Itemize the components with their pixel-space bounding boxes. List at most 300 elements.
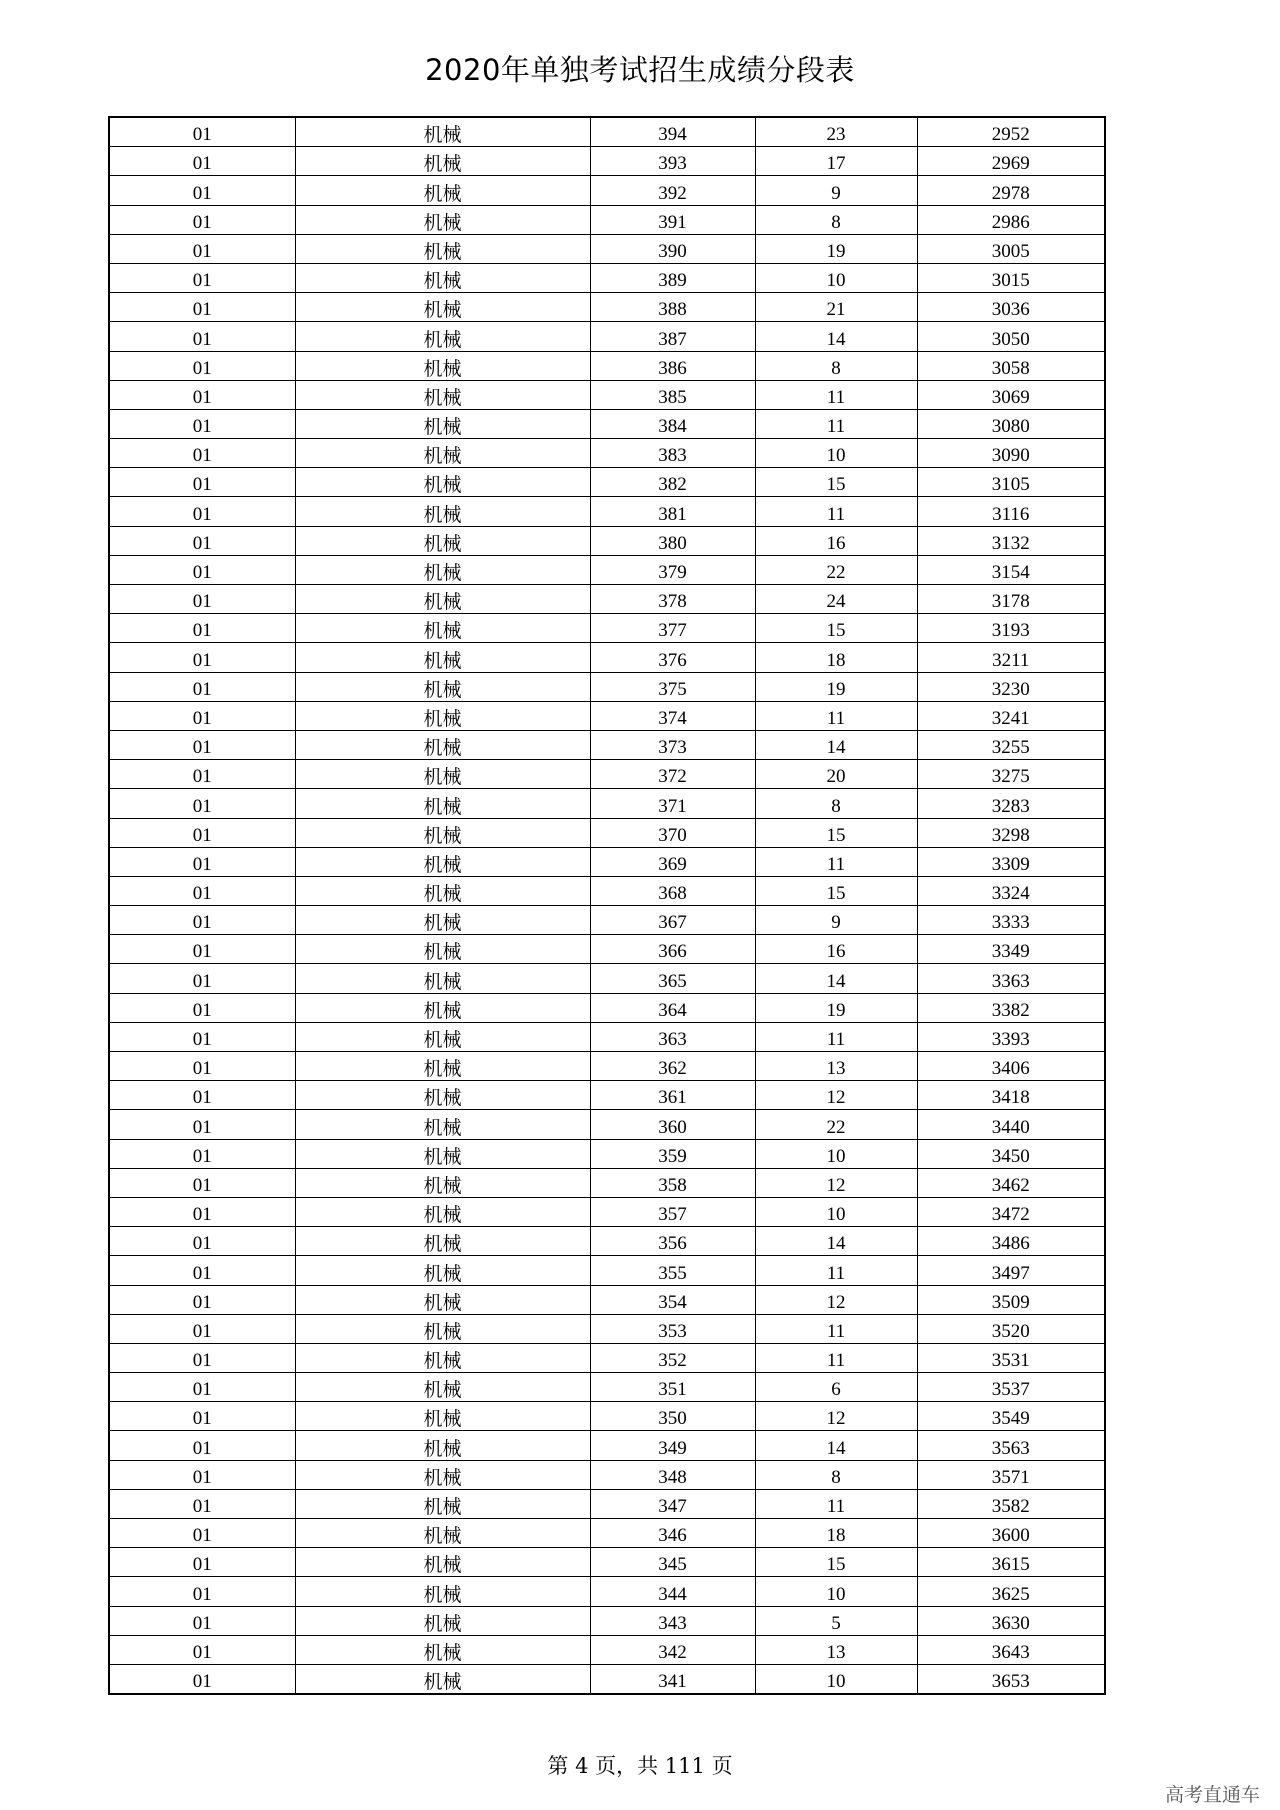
cell-code: 01 — [109, 555, 295, 584]
cell-major: 机械 — [295, 1519, 590, 1548]
cell-major: 机械 — [295, 1431, 590, 1460]
cell-cumulative: 3230 — [917, 672, 1105, 701]
score-table — [108, 116, 1106, 1695]
cell-count: 14 — [755, 322, 917, 351]
table-row — [109, 1606, 1105, 1635]
cell-major: 机械 — [295, 526, 590, 555]
cell-code: 01 — [109, 293, 295, 322]
cell-cumulative: 3563 — [917, 1431, 1105, 1460]
table-row — [109, 234, 1105, 263]
table-row — [109, 1227, 1105, 1256]
cell-code: 01 — [109, 906, 295, 935]
cell-count: 24 — [755, 585, 917, 614]
cell-code: 01 — [109, 1314, 295, 1343]
cell-count: 11 — [755, 409, 917, 438]
cell-score: 379 — [590, 555, 755, 584]
table-row — [109, 789, 1105, 818]
cell-score: 371 — [590, 789, 755, 818]
cell-major: 机械 — [295, 293, 590, 322]
cell-score: 387 — [590, 322, 755, 351]
watermark: 高考直通车 — [1164, 1784, 1260, 1806]
cell-major: 机械 — [295, 847, 590, 876]
cell-count: 14 — [755, 730, 917, 759]
cell-score: 374 — [590, 701, 755, 730]
table-row — [109, 1052, 1105, 1081]
cell-score: 367 — [590, 906, 755, 935]
cell-count: 12 — [755, 1285, 917, 1314]
cell-code: 01 — [109, 147, 295, 176]
cell-score: 342 — [590, 1635, 755, 1664]
cell-score: 345 — [590, 1548, 755, 1577]
cell-major: 机械 — [295, 1606, 590, 1635]
cell-score: 389 — [590, 263, 755, 292]
table-row — [109, 672, 1105, 701]
table-row — [109, 701, 1105, 730]
table-row — [109, 614, 1105, 643]
table-row — [109, 1285, 1105, 1314]
table-row — [109, 1256, 1105, 1285]
cell-major: 机械 — [295, 409, 590, 438]
table-row — [109, 1343, 1105, 1372]
table-row — [109, 643, 1105, 672]
cell-score: 353 — [590, 1314, 755, 1343]
cell-major: 机械 — [295, 585, 590, 614]
cell-score: 343 — [590, 1606, 755, 1635]
cell-count: 16 — [755, 526, 917, 555]
cell-cumulative: 3653 — [917, 1664, 1105, 1694]
cell-cumulative: 3382 — [917, 993, 1105, 1022]
table-row — [109, 1314, 1105, 1343]
table-row — [109, 1431, 1105, 1460]
cell-major: 机械 — [295, 1577, 590, 1606]
cell-score: 349 — [590, 1431, 755, 1460]
cell-score: 368 — [590, 876, 755, 905]
cell-count: 10 — [755, 1197, 917, 1226]
cell-score: 377 — [590, 614, 755, 643]
cell-cumulative: 3571 — [917, 1460, 1105, 1489]
cell-cumulative: 3116 — [917, 497, 1105, 526]
cell-score: 384 — [590, 409, 755, 438]
table-row — [109, 263, 1105, 292]
cell-count: 11 — [755, 497, 917, 526]
cell-score: 370 — [590, 818, 755, 847]
cell-cumulative: 3497 — [917, 1256, 1105, 1285]
cell-cumulative: 3615 — [917, 1548, 1105, 1577]
cell-major: 机械 — [295, 497, 590, 526]
cell-major: 机械 — [295, 1343, 590, 1372]
cell-major: 机械 — [295, 380, 590, 409]
cell-code: 01 — [109, 993, 295, 1022]
cell-code: 01 — [109, 585, 295, 614]
cell-code: 01 — [109, 1373, 295, 1402]
cell-code: 01 — [109, 234, 295, 263]
cell-code: 01 — [109, 760, 295, 789]
page-title: 2020年单独考试招生成绩分段表 — [425, 53, 855, 87]
cell-code: 01 — [109, 614, 295, 643]
table-body — [109, 117, 1105, 1694]
cell-code: 01 — [109, 1635, 295, 1664]
cell-code: 01 — [109, 117, 295, 147]
table-row — [109, 439, 1105, 468]
cell-major: 机械 — [295, 614, 590, 643]
cell-cumulative: 3450 — [917, 1139, 1105, 1168]
cell-code: 01 — [109, 1081, 295, 1110]
cell-count: 11 — [755, 847, 917, 876]
cell-score: 363 — [590, 1022, 755, 1051]
cell-code: 01 — [109, 1285, 295, 1314]
cell-code: 01 — [109, 526, 295, 555]
cell-major: 机械 — [295, 351, 590, 380]
cell-cumulative: 2952 — [917, 117, 1105, 147]
cell-count: 11 — [755, 1489, 917, 1518]
cell-major: 机械 — [295, 1197, 590, 1226]
cell-score: 362 — [590, 1052, 755, 1081]
table-row — [109, 1402, 1105, 1431]
cell-cumulative: 3015 — [917, 263, 1105, 292]
cell-cumulative: 2969 — [917, 147, 1105, 176]
cell-code: 01 — [109, 176, 295, 205]
cell-cumulative: 3132 — [917, 526, 1105, 555]
cell-score: 393 — [590, 147, 755, 176]
cell-count: 15 — [755, 1548, 917, 1577]
cell-major: 机械 — [295, 1168, 590, 1197]
cell-score: 382 — [590, 468, 755, 497]
cell-major: 机械 — [295, 1052, 590, 1081]
cell-count: 10 — [755, 1139, 917, 1168]
cell-cumulative: 3472 — [917, 1197, 1105, 1226]
table-row — [109, 293, 1105, 322]
table-row — [109, 1664, 1105, 1694]
cell-cumulative: 3531 — [917, 1343, 1105, 1372]
cell-cumulative: 2978 — [917, 176, 1105, 205]
table-row — [109, 1548, 1105, 1577]
cell-score: 391 — [590, 205, 755, 234]
cell-cumulative: 3090 — [917, 439, 1105, 468]
table-row — [109, 1168, 1105, 1197]
cell-cumulative: 3309 — [917, 847, 1105, 876]
table-row — [109, 993, 1105, 1022]
cell-code: 01 — [109, 1402, 295, 1431]
cell-count: 14 — [755, 964, 917, 993]
cell-count: 14 — [755, 1431, 917, 1460]
cell-count: 16 — [755, 935, 917, 964]
cell-cumulative: 3462 — [917, 1168, 1105, 1197]
table-row — [109, 585, 1105, 614]
cell-count: 18 — [755, 643, 917, 672]
cell-score: 375 — [590, 672, 755, 701]
cell-score: 354 — [590, 1285, 755, 1314]
cell-code: 01 — [109, 1489, 295, 1518]
cell-code: 01 — [109, 1548, 295, 1577]
cell-code: 01 — [109, 1052, 295, 1081]
table-row — [109, 322, 1105, 351]
cell-major: 机械 — [295, 964, 590, 993]
cell-major: 机械 — [295, 1548, 590, 1577]
cell-score: 373 — [590, 730, 755, 759]
cell-score: 344 — [590, 1577, 755, 1606]
cell-cumulative: 3324 — [917, 876, 1105, 905]
table-row — [109, 409, 1105, 438]
cell-cumulative: 3582 — [917, 1489, 1105, 1518]
table-row — [109, 1635, 1105, 1664]
cell-count: 19 — [755, 672, 917, 701]
cell-score: 390 — [590, 234, 755, 263]
cell-count: 15 — [755, 468, 917, 497]
cell-cumulative: 3363 — [917, 964, 1105, 993]
cell-major: 机械 — [295, 1460, 590, 1489]
cell-cumulative: 3600 — [917, 1519, 1105, 1548]
table-row — [109, 1081, 1105, 1110]
cell-cumulative: 3520 — [917, 1314, 1105, 1343]
cell-major: 机械 — [295, 643, 590, 672]
cell-major: 机械 — [295, 1110, 590, 1139]
cell-major: 机械 — [295, 1314, 590, 1343]
cell-score: 376 — [590, 643, 755, 672]
table-row — [109, 526, 1105, 555]
cell-code: 01 — [109, 1139, 295, 1168]
cell-count: 11 — [755, 701, 917, 730]
cell-count: 9 — [755, 906, 917, 935]
cell-score: 357 — [590, 1197, 755, 1226]
cell-score: 365 — [590, 964, 755, 993]
cell-major: 机械 — [295, 760, 590, 789]
table-row — [109, 176, 1105, 205]
cell-major: 机械 — [295, 1635, 590, 1664]
cell-major: 机械 — [295, 730, 590, 759]
cell-count: 21 — [755, 293, 917, 322]
cell-major: 机械 — [295, 701, 590, 730]
cell-count: 23 — [755, 117, 917, 147]
cell-cumulative: 3418 — [917, 1081, 1105, 1110]
cell-count: 15 — [755, 614, 917, 643]
table-row — [109, 1519, 1105, 1548]
cell-code: 01 — [109, 730, 295, 759]
cell-count: 17 — [755, 147, 917, 176]
table-row — [109, 555, 1105, 584]
cell-cumulative: 3193 — [917, 614, 1105, 643]
cell-cumulative: 3630 — [917, 1606, 1105, 1635]
cell-cumulative: 3393 — [917, 1022, 1105, 1051]
cell-score: 381 — [590, 497, 755, 526]
cell-cumulative: 3298 — [917, 818, 1105, 847]
cell-major: 机械 — [295, 147, 590, 176]
cell-major: 机械 — [295, 993, 590, 1022]
table-row — [109, 876, 1105, 905]
cell-major: 机械 — [295, 234, 590, 263]
page-footer: 第 4 页，共 111 页 — [547, 1754, 733, 1778]
cell-score: 378 — [590, 585, 755, 614]
cell-major: 机械 — [295, 439, 590, 468]
cell-count: 11 — [755, 1022, 917, 1051]
cell-major: 机械 — [295, 468, 590, 497]
cell-code: 01 — [109, 1168, 295, 1197]
cell-code: 01 — [109, 263, 295, 292]
cell-cumulative: 3154 — [917, 555, 1105, 584]
cell-code: 01 — [109, 818, 295, 847]
cell-score: 346 — [590, 1519, 755, 1548]
cell-count: 13 — [755, 1635, 917, 1664]
cell-count: 11 — [755, 1256, 917, 1285]
cell-cumulative: 3537 — [917, 1373, 1105, 1402]
cell-code: 01 — [109, 439, 295, 468]
cell-count: 15 — [755, 818, 917, 847]
cell-cumulative: 3050 — [917, 322, 1105, 351]
cell-code: 01 — [109, 672, 295, 701]
cell-cumulative: 3105 — [917, 468, 1105, 497]
cell-code: 01 — [109, 1460, 295, 1489]
cell-major: 机械 — [295, 1489, 590, 1518]
table-row — [109, 497, 1105, 526]
table-row — [109, 847, 1105, 876]
cell-code: 01 — [109, 205, 295, 234]
cell-score: 351 — [590, 1373, 755, 1402]
cell-cumulative: 3643 — [917, 1635, 1105, 1664]
table-row — [109, 906, 1105, 935]
cell-cumulative: 3406 — [917, 1052, 1105, 1081]
cell-cumulative: 3178 — [917, 585, 1105, 614]
cell-count: 10 — [755, 263, 917, 292]
cell-count: 8 — [755, 1460, 917, 1489]
cell-score: 361 — [590, 1081, 755, 1110]
cell-cumulative: 3549 — [917, 1402, 1105, 1431]
cell-major: 机械 — [295, 1081, 590, 1110]
cell-count: 15 — [755, 876, 917, 905]
cell-cumulative: 3080 — [917, 409, 1105, 438]
cell-score: 383 — [590, 439, 755, 468]
cell-score: 350 — [590, 1402, 755, 1431]
cell-score: 386 — [590, 351, 755, 380]
cell-code: 01 — [109, 1022, 295, 1051]
cell-score: 341 — [590, 1664, 755, 1694]
cell-code: 01 — [109, 1606, 295, 1635]
cell-count: 12 — [755, 1402, 917, 1431]
cell-code: 01 — [109, 1110, 295, 1139]
cell-major: 机械 — [295, 1022, 590, 1051]
cell-code: 01 — [109, 964, 295, 993]
cell-major: 机械 — [295, 789, 590, 818]
cell-score: 388 — [590, 293, 755, 322]
cell-count: 22 — [755, 1110, 917, 1139]
cell-major: 机械 — [295, 555, 590, 584]
cell-count: 6 — [755, 1373, 917, 1402]
table-row — [109, 1460, 1105, 1489]
cell-cumulative: 3349 — [917, 935, 1105, 964]
cell-major: 机械 — [295, 117, 590, 147]
table-row — [109, 1022, 1105, 1051]
cell-code: 01 — [109, 643, 295, 672]
cell-major: 机械 — [295, 1664, 590, 1694]
table-row — [109, 1489, 1105, 1518]
cell-code: 01 — [109, 876, 295, 905]
cell-count: 19 — [755, 993, 917, 1022]
cell-cumulative: 3255 — [917, 730, 1105, 759]
cell-score: 372 — [590, 760, 755, 789]
table-row — [109, 1139, 1105, 1168]
cell-cumulative: 3283 — [917, 789, 1105, 818]
cell-major: 机械 — [295, 1373, 590, 1402]
cell-score: 358 — [590, 1168, 755, 1197]
cell-major: 机械 — [295, 672, 590, 701]
cell-major: 机械 — [295, 1227, 590, 1256]
cell-code: 01 — [109, 701, 295, 730]
cell-code: 01 — [109, 497, 295, 526]
table-row — [109, 1197, 1105, 1226]
cell-score: 356 — [590, 1227, 755, 1256]
cell-major: 机械 — [295, 263, 590, 292]
cell-score: 394 — [590, 117, 755, 147]
cell-code: 01 — [109, 1227, 295, 1256]
table-row — [109, 1577, 1105, 1606]
cell-code: 01 — [109, 1577, 295, 1606]
cell-count: 22 — [755, 555, 917, 584]
cell-count: 8 — [755, 351, 917, 380]
cell-code: 01 — [109, 1664, 295, 1694]
cell-major: 机械 — [295, 1402, 590, 1431]
cell-major: 机械 — [295, 176, 590, 205]
cell-cumulative: 3058 — [917, 351, 1105, 380]
cell-code: 01 — [109, 847, 295, 876]
cell-code: 01 — [109, 322, 295, 351]
cell-count: 18 — [755, 1519, 917, 1548]
cell-cumulative: 3005 — [917, 234, 1105, 263]
table-row — [109, 730, 1105, 759]
table-row — [109, 1373, 1105, 1402]
table-row — [109, 964, 1105, 993]
cell-count: 10 — [755, 1577, 917, 1606]
cell-score: 364 — [590, 993, 755, 1022]
cell-score: 392 — [590, 176, 755, 205]
cell-count: 11 — [755, 1314, 917, 1343]
cell-count: 11 — [755, 380, 917, 409]
cell-count: 8 — [755, 789, 917, 818]
cell-count: 12 — [755, 1081, 917, 1110]
cell-major: 机械 — [295, 1256, 590, 1285]
table-row — [109, 468, 1105, 497]
cell-score: 355 — [590, 1256, 755, 1285]
cell-score: 360 — [590, 1110, 755, 1139]
cell-code: 01 — [109, 1256, 295, 1285]
cell-code: 01 — [109, 380, 295, 409]
cell-code: 01 — [109, 1431, 295, 1460]
cell-code: 01 — [109, 468, 295, 497]
cell-code: 01 — [109, 1519, 295, 1548]
cell-count: 5 — [755, 1606, 917, 1635]
table-row — [109, 117, 1105, 147]
cell-code: 01 — [109, 935, 295, 964]
cell-code: 01 — [109, 1343, 295, 1372]
cell-score: 369 — [590, 847, 755, 876]
cell-score: 347 — [590, 1489, 755, 1518]
table-row — [109, 935, 1105, 964]
cell-count: 13 — [755, 1052, 917, 1081]
cell-cumulative: 3036 — [917, 293, 1105, 322]
cell-score: 385 — [590, 380, 755, 409]
cell-cumulative: 2986 — [917, 205, 1105, 234]
cell-code: 01 — [109, 1197, 295, 1226]
cell-cumulative: 3069 — [917, 380, 1105, 409]
cell-major: 机械 — [295, 1139, 590, 1168]
table-row — [109, 205, 1105, 234]
cell-major: 机械 — [295, 322, 590, 351]
cell-major: 机械 — [295, 935, 590, 964]
cell-cumulative: 3486 — [917, 1227, 1105, 1256]
cell-count: 9 — [755, 176, 917, 205]
cell-code: 01 — [109, 351, 295, 380]
cell-count: 11 — [755, 1343, 917, 1372]
cell-code: 01 — [109, 409, 295, 438]
cell-count: 10 — [755, 1664, 917, 1694]
table-row — [109, 1110, 1105, 1139]
